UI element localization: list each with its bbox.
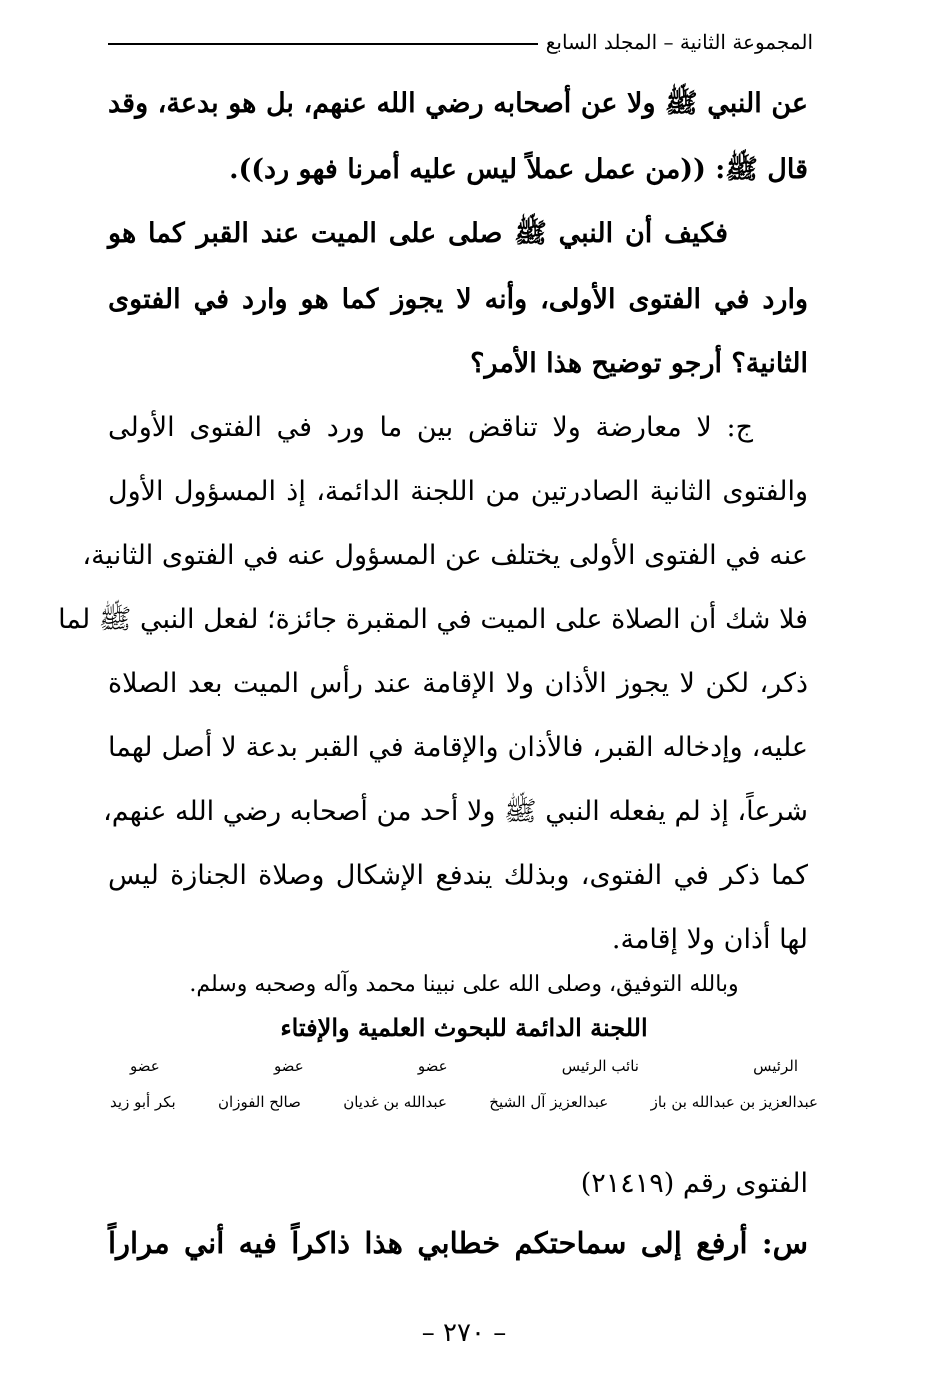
role-label: عضو: [417, 1057, 448, 1075]
question-line: الثانية؟ أرجو توضيح هذا الأمر؟: [470, 348, 808, 379]
answer-line: عنه في الفتوى الأولى يختلف عن المسؤول عنه في الفتوى الثانية،: [82, 540, 808, 571]
role-label: نائب الرئيس: [561, 1057, 639, 1075]
question-line: فكيف أن النبي ﷺ صلى على الميت عند القبر كما هو: [108, 218, 728, 249]
fatwa-number: الفتوى رقم (٢١٤١٩): [580, 1168, 808, 1199]
closing-line: وبالله التوفيق، وصلى الله على نبينا محمد وآله وصحبه وسلم.: [189, 972, 739, 997]
next-question: س: أرفع إلى سماحتكم خطابي هذا ذاكراً فيه أني مراراً: [108, 1226, 808, 1260]
role-label: عضو: [130, 1057, 160, 1075]
answer-line: لها أذان ولا إقامة.: [611, 924, 808, 955]
header-rule: [108, 43, 538, 45]
role-label: عضو: [273, 1057, 304, 1075]
question-line: وارد في الفتوى الأولى، وأنه لا يجوز كما هو وارد في الفتوى: [108, 284, 808, 315]
answer-line: والفتوى الثانية الصادرتين من اللجنة الدائمة، إذ المسؤول الأول: [108, 476, 808, 507]
signatory-name: عبدالعزيز بن عبدالله بن باز: [650, 1093, 818, 1111]
answer-line: ج: لا معارضة ولا تناقض بين ما ورد في الفتوى الأولى: [108, 412, 753, 443]
answer-line: شرعاً، إذ لم يفعله النبي ﷺ ولا أحد من أصحابه رضي الله عنهم،: [103, 796, 808, 827]
answer-line: ذكر، لكن لا يجوز الأذان ولا الإقامة عند رأس الميت بعد الصلاة: [108, 668, 808, 699]
header-title: المجموعة الثانية – المجلد السابع: [545, 30, 813, 54]
question-line: قال ﷺ: ((من عمل عملاً ليس عليه أمرنا فهو رد)).: [229, 154, 808, 185]
signatory-roles: [110, 1057, 818, 1075]
signatory-name: عبدالعزيز آل الشيخ: [489, 1093, 609, 1111]
answer-line: كما ذكر في الفتوى، وبذلك يندفع الإشكال وصلاة الجنازة ليس: [108, 860, 808, 891]
signatory-names: [110, 1093, 818, 1111]
signatory-name: صالح الفوزان: [218, 1093, 301, 1111]
answer-line: عليه، وإدخاله القبر، فالأذان والإقامة في القبر بدعة لا أصل لهما: [108, 732, 808, 763]
answer-line: فلا شك أن الصلاة على الميت في المقبرة جائزة؛ لفعل النبي ﷺ لما: [58, 604, 808, 635]
role-label: الرئيس: [753, 1057, 798, 1075]
signatory-name: بكر أبو زيد: [110, 1093, 176, 1111]
question-line: عن النبي ﷺ ولا عن أصحابه رضي الله عنهم، بل هو بدعة، وقد: [108, 88, 808, 119]
page-number: – ٢٧٠ –: [421, 1318, 507, 1348]
signatory-name: عبدالله بن غديان: [343, 1093, 447, 1111]
committee-name: اللجنة الدائمة للبحوث العلمية والإفتاء: [280, 1013, 648, 1042]
page-header: [108, 30, 813, 54]
